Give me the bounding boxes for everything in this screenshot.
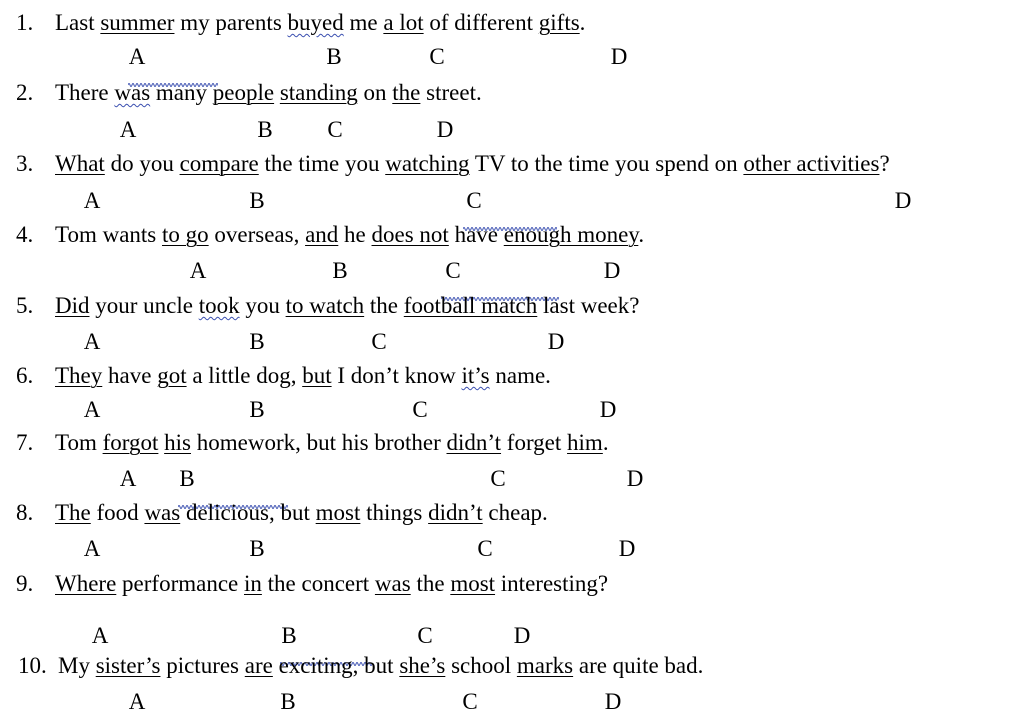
option-label-b: B: [249, 536, 265, 561]
option-label-d: D: [547, 329, 565, 354]
underlined-option-text: and: [305, 222, 339, 247]
spellcheck-squiggle: [178, 490, 288, 496]
question-sentence: [55, 363, 551, 389]
option-label-a: A: [91, 623, 109, 648]
sentence-text: he: [338, 222, 372, 247]
sentence-text: the: [364, 293, 404, 318]
underlined-option-text: most: [450, 571, 496, 596]
underlined-option-text: was: [114, 80, 151, 105]
underlined-option-text: watching: [385, 151, 470, 176]
sentence-text: a little dog,: [186, 363, 303, 388]
option-label-d: D: [603, 258, 621, 283]
sentence-text: ?: [879, 151, 890, 176]
option-label-c: C: [412, 397, 428, 422]
option-label-d: D: [618, 536, 636, 561]
option-label-c: C: [477, 536, 493, 561]
option-label-c: C: [445, 258, 461, 283]
sentence-text: interesting?: [495, 571, 609, 596]
option-label-b: B: [249, 397, 265, 422]
sentence-text: TV to the time you spend on: [469, 151, 744, 176]
sentence-text: the concert: [261, 571, 375, 596]
option-label-d: D: [610, 44, 628, 69]
underlined-option-text: sister’s: [95, 653, 161, 678]
option-label-a: A: [128, 689, 146, 714]
option-label-c: C: [462, 689, 478, 714]
question-number: 7.: [16, 430, 34, 455]
underlined-option-text: the: [392, 80, 421, 105]
underlined-option-text: to go: [162, 222, 209, 247]
underlined-option-text: got: [157, 363, 187, 388]
question-sentence: [58, 653, 703, 679]
sentence-text: Tom wants: [55, 222, 162, 247]
option-label-b: B: [249, 329, 265, 354]
sentence-text: delicious, but: [180, 500, 316, 525]
question-sentence: [55, 293, 639, 319]
sentence-text: are quite bad.: [573, 653, 704, 678]
option-label-c: C: [327, 117, 343, 142]
question-sentence: [55, 500, 548, 526]
underlined-option-text: gifts: [538, 10, 580, 35]
sentence-text: homework, but his brother: [190, 430, 447, 455]
underlined-option-text: other activities: [743, 151, 880, 176]
question-sentence: [55, 10, 585, 36]
underlined-option-text: marks: [516, 653, 574, 678]
underlined-option-text: didn’t: [446, 430, 502, 455]
underlined-option-text: enough money: [503, 222, 639, 247]
underlined-option-text: was: [374, 571, 411, 596]
sentence-text: school: [445, 653, 517, 678]
underlined-option-text: it’s: [461, 363, 490, 388]
option-label-d: D: [626, 466, 644, 491]
option-label-d: D: [436, 117, 454, 142]
spellcheck-squiggle: [441, 282, 559, 288]
underlined-option-text: What: [55, 151, 105, 176]
option-label-a: A: [119, 117, 137, 142]
sentence-text: Last: [55, 10, 101, 35]
question-number: 4.: [16, 222, 34, 247]
option-label-c: C: [417, 623, 433, 648]
sentence-text: overseas,: [208, 222, 306, 247]
sentence-text: exciting, but: [272, 653, 400, 678]
question-number: 3.: [16, 151, 34, 176]
question-sentence: [55, 222, 644, 248]
underlined-option-text: does not: [371, 222, 449, 247]
option-label-b: B: [257, 117, 273, 142]
option-label-b: B: [179, 466, 195, 491]
underlined-option-text: compare: [179, 151, 259, 176]
underlined-option-text: Where: [55, 571, 117, 596]
question-number: 8.: [16, 500, 34, 525]
underlined-option-text: They: [55, 363, 103, 388]
spellcheck-squiggle: [128, 68, 218, 74]
question-number: 6.: [16, 363, 34, 388]
question-number: 10.: [18, 653, 47, 678]
underlined-option-text: took: [198, 293, 240, 318]
question-sentence: [55, 430, 609, 456]
sentence-text: have: [102, 363, 158, 388]
underlined-option-text: in: [244, 571, 262, 596]
underlined-option-text: summer: [100, 10, 175, 35]
option-label-d: D: [894, 188, 912, 213]
underlined-option-text: The: [55, 500, 91, 525]
sentence-text: There: [55, 80, 115, 105]
sentence-text: the: [410, 571, 451, 596]
underlined-option-text: football match: [403, 293, 538, 318]
question-sentence: [55, 571, 608, 597]
sentence-text: the time you: [258, 151, 386, 176]
option-label-c: C: [429, 44, 445, 69]
sentence-text: have: [448, 222, 504, 247]
option-label-d: D: [604, 689, 622, 714]
option-label-a: A: [83, 188, 101, 213]
option-label-a: A: [83, 329, 101, 354]
sentence-text: things: [360, 500, 429, 525]
question-sentence: [55, 151, 890, 177]
option-label-a: A: [128, 44, 146, 69]
option-label-b: B: [332, 258, 348, 283]
sentence-text: forget: [501, 430, 568, 455]
underlined-option-text: standing: [279, 80, 358, 105]
sentence-text: street.: [420, 80, 482, 105]
sentence-text: My: [58, 653, 96, 678]
underlined-option-text: but: [302, 363, 332, 388]
question-sentence: [55, 80, 482, 106]
underlined-option-text: Did: [55, 293, 90, 318]
underlined-option-text: buyed: [287, 10, 344, 35]
sentence-text: last week?: [537, 293, 640, 318]
sentence-text: pictures: [160, 653, 245, 678]
option-label-b: B: [249, 188, 265, 213]
underlined-option-text: forgot: [102, 430, 159, 455]
sentence-text: your uncle: [89, 293, 199, 318]
question-number: 9.: [16, 571, 34, 596]
sentence-text: my parents: [174, 10, 288, 35]
option-label-a: A: [83, 397, 101, 422]
option-label-d: D: [513, 623, 531, 648]
sentence-text: name.: [489, 363, 551, 388]
question-number: 5.: [16, 293, 34, 318]
sentence-text: I don’t know: [331, 363, 462, 388]
spellcheck-squiggle: [463, 212, 557, 218]
sentence-text: of different: [423, 10, 539, 35]
option-label-c: C: [371, 329, 387, 354]
sentence-text: me: [343, 10, 384, 35]
question-number: 2.: [16, 80, 34, 105]
underlined-option-text: are: [244, 653, 273, 678]
underlined-option-text: was: [144, 500, 181, 525]
sentence-text: you: [239, 293, 286, 318]
underlined-option-text: to watch: [285, 293, 365, 318]
question-number: 1.: [16, 10, 34, 35]
option-label-c: C: [466, 188, 482, 213]
option-label-b: B: [281, 623, 297, 648]
option-label-b: B: [280, 689, 296, 714]
sentence-text: do you: [104, 151, 180, 176]
underlined-option-text: him: [567, 430, 603, 455]
sentence-text: food: [90, 500, 145, 525]
option-label-a: A: [119, 466, 137, 491]
sentence-text: on: [357, 80, 393, 105]
option-label-b: B: [326, 44, 342, 69]
option-label-a: A: [189, 258, 207, 283]
option-label-d: D: [599, 397, 617, 422]
sentence-text: cheap.: [482, 500, 548, 525]
underlined-option-text: she’s: [399, 653, 446, 678]
underlined-option-text: people: [212, 80, 275, 105]
underlined-option-text: didn’t: [428, 500, 483, 525]
underlined-option-text: most: [315, 500, 361, 525]
sentence-text: Tom: [55, 430, 103, 455]
option-label-a: A: [83, 536, 101, 561]
sentence-text: performance: [116, 571, 244, 596]
sentence-text: .: [638, 222, 645, 247]
sentence-text: many: [150, 80, 213, 105]
sentence-text: .: [579, 10, 586, 35]
sentence-text: .: [602, 430, 609, 455]
underlined-option-text: a lot: [383, 10, 424, 35]
underlined-option-text: his: [164, 430, 191, 455]
option-label-c: C: [490, 466, 506, 491]
